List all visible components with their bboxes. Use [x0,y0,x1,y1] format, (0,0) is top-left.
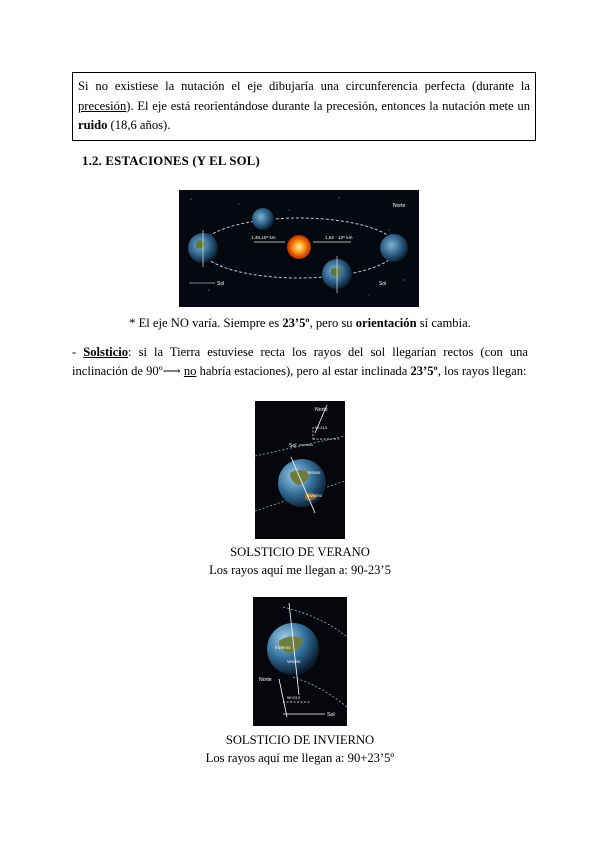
earth-right [380,234,408,262]
orbit-figure [179,190,419,307]
summer-solstice-figure [255,401,345,539]
winter-angle-label: 90+23,5 [287,696,301,700]
solsticio-paragraph [72,343,528,380]
aphelion-distance: 1,48,10⁶ km [251,235,276,240]
section-heading: 1.2. ESTACIONES (Y EL SOL) [82,154,261,168]
perihelion-distance: 1,52 · 10⁶ km [325,235,353,240]
winter-sol-label: Sol [327,712,335,718]
solsticio-text-3: , los rayos llegan: [437,363,527,378]
arrow-icon: ⟶ [162,363,181,378]
orbit-sol-label: Sol [217,281,225,287]
orbit-norte-label: Norte [393,203,406,209]
winter-title: SOLSTICIO DE INVIERNO [225,733,375,747]
note-precesion-link: precesión [78,98,127,113]
summer-sol-label: Sol [289,443,297,449]
solsticio-no: no [183,363,197,378]
note-text-3: (18,6 años). [107,118,171,132]
note-text-2: ). El eje está reorientándose durante la precesión, entonces la nutación mete un [126,98,530,113]
solsticio-degree: 23’5º [410,363,438,378]
solsticio-text-1: : si la Tierra estuviese recta los rayos del sol llegarían rectos (con una inclinación de 90º [72,345,529,378]
caption-text-e: sí cambia. [416,316,471,330]
caption-text-a: * El eje NO varía. Siempre es [129,316,283,330]
summer-norte-label: Norte [315,407,328,413]
caption-orientacion: orientación [355,316,417,330]
solsticio-term: Solsticio [83,345,129,359]
note-text-1: Si no existiese la nutación el eje dibujaría una circunferencia perfecta (durante la [78,79,530,93]
caption-text-c: , pero su [309,316,356,330]
winter-solstice-figure [253,597,347,726]
summer-verano-label: Verano [307,470,321,475]
earth-top [252,208,274,230]
summer-invierno-label: Invierno [307,493,322,498]
winter-subtitle: Los rayos aquí me llegan a: 90+23’5º [205,751,395,765]
nutation-note-box [72,72,536,141]
winter-invierno-label: Invierno [275,645,291,650]
figure1-caption [0,316,600,331]
winter-verano-label: Verano [287,659,301,664]
orbit-sol-label-2: Sol [379,281,387,287]
winter-norte-label: Norte [259,677,272,683]
summer-title: SOLSTICIO DE VERANO [230,545,370,559]
solsticio-dash: - [72,345,84,359]
sun [287,235,311,259]
solsticio-text-2: habría estaciones), pero al estar inclinada [196,363,411,378]
caption-degree: 23’5º [282,316,310,330]
note-ruido: ruido [78,118,108,132]
summer-subtitle: Los rayos aquí me llegan a: 90-23’5 [209,563,391,577]
summer-angle-label: 90-23,5 [315,426,328,430]
